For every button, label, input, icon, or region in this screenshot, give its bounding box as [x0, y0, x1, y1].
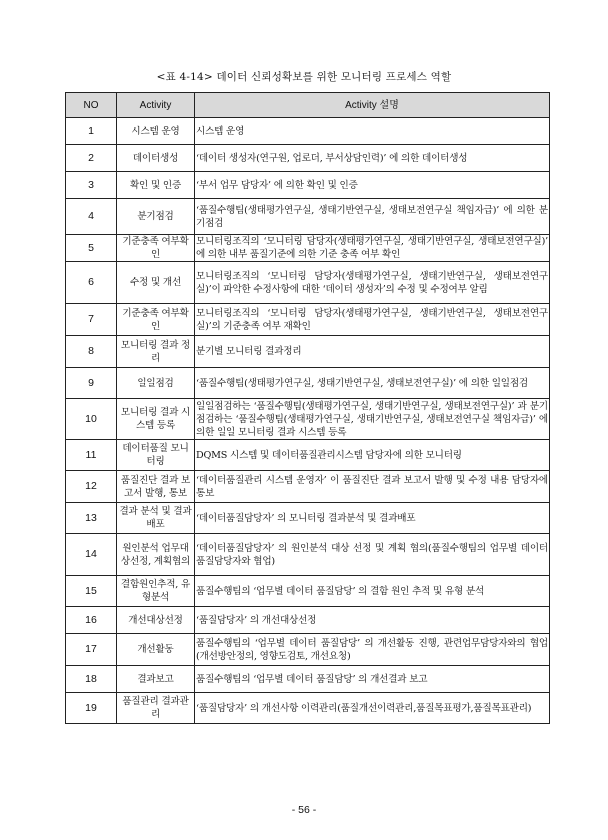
row-number: 12 [66, 471, 117, 503]
row-number: 15 [66, 576, 117, 607]
row-number: 8 [66, 336, 117, 368]
activity-name: 시스템 운영 [117, 118, 195, 145]
activity-description: ‘데이터품질관리 시스템 운영자’ 이 품질진단 결과 보고서 발행 및 수정 내용 담당자에 통보 [195, 471, 550, 503]
table-header-row [66, 93, 550, 118]
table-row [66, 199, 550, 235]
header-activity: Activity [117, 93, 195, 118]
activity-name: 수정 및 개선 [117, 262, 195, 304]
activity-description: ‘품질담당자’ 의 개선사항 이력관리(품질개선이력관리,품질목표평가,품질목표관리) [195, 693, 550, 724]
row-number: 13 [66, 503, 117, 534]
row-number: 7 [66, 304, 117, 336]
activity-description: ‘데이터품질담당자’ 의 모니터링 결과분석 및 결과배포 [195, 503, 550, 534]
table-row [66, 666, 550, 693]
table-row [66, 634, 550, 666]
row-number: 3 [66, 172, 117, 199]
activity-description: ‘부서 업무 담당자’ 에 의한 확인 및 인증 [195, 172, 550, 199]
activity-description: 품질수행팀의 ‘업무별 데이터 품질담당’ 의 결함 원인 추적 및 유형 분석 [195, 576, 550, 607]
header-no: NO [66, 93, 117, 118]
table-row [66, 693, 550, 724]
table-row [66, 576, 550, 607]
table-row [66, 503, 550, 534]
row-number: 2 [66, 145, 117, 172]
activity-description: DQMS 시스템 및 데이터품질관리시스템 담당자에 의한 모니터링 [195, 440, 550, 471]
row-number: 16 [66, 607, 117, 634]
row-number: 17 [66, 634, 117, 666]
table-row [66, 399, 550, 440]
table-caption: <표 4-14> 데이터 신뢰성확보를 위한 모니터링 프로세스 역할 [156, 71, 452, 83]
activity-description: ‘품질수행팀(생태평가연구실, 생태기반연구실, 생태보전연구실 책임자급)’ 에 의한 분기점검 [195, 199, 550, 235]
activity-description: ‘품질담당자’ 의 개선대상선정 [195, 607, 550, 634]
table-row [66, 172, 550, 199]
activity-name: 품질진단 결과 보고서 발행, 통보 [117, 471, 195, 503]
activity-name: 원인분석 업무대상선정, 계획협의 [117, 534, 195, 576]
row-number: 5 [66, 235, 117, 262]
row-number: 10 [66, 399, 117, 440]
table-row [66, 336, 550, 368]
activity-description: 품질수행팀의 ‘업무별 데이터 품질담당’ 의 개선활동 진행, 관련업무담당자와의 협업(개선방안정의, 영향도검토, 개선요청) [195, 634, 550, 666]
table-row [66, 145, 550, 172]
activity-description: ‘품질수행팀(생태평가연구실, 생태기반연구실, 생태보전연구실)’ 에 의한 일일점검 [195, 368, 550, 399]
row-number: 18 [66, 666, 117, 693]
activity-name: 결과보고 [117, 666, 195, 693]
activity-description: 모니터링조직의 ‘모니터링 담당자(생태평가연구실, 생태기반연구실, 생태보전연구실)’의 기준충족 여부 재확인 [195, 304, 550, 336]
activity-name: 확인 및 인증 [117, 172, 195, 199]
activity-description: 모니터링조직의 ‘모니터링 담당자(생태평가연구실, 생태기반연구실, 생태보전연구실)’ 에 의한 내부 품질기준에 의한 기준 충족 여부 확인 [196, 236, 548, 260]
activity-description: 모니터링조직의 ‘모니터링 담당자(생태평가연구실, 생태기반연구실, 생태보전연구실)’이 파악한 수정사항에 대한 ‘데이터 생성자’의 수정 및 수정여부 알림 [195, 262, 550, 304]
table-row [66, 471, 550, 503]
table-row [66, 534, 550, 576]
table-body [66, 118, 550, 724]
table-row [66, 235, 550, 262]
table-row [66, 440, 550, 471]
activity-name: 분기점검 [117, 199, 195, 235]
activity-name: 개선활동 [117, 634, 195, 666]
row-number: 9 [66, 368, 117, 399]
table-row [66, 304, 550, 336]
row-number: 14 [66, 534, 117, 576]
activity-name: 모니터링 결과 정리 [117, 336, 195, 368]
activity-name: 일일점검 [117, 368, 195, 399]
activity-name: 데이터품질 모니터링 [117, 440, 195, 471]
activity-name: 품질관리 결과관리 [117, 693, 195, 724]
activity-name: 데이터생성 [117, 145, 195, 172]
row-number: 1 [66, 118, 117, 145]
activity-description: 분기별 모니터링 결과정리 [195, 336, 550, 368]
activity-name: 모니터링 결과 시스템 등록 [117, 399, 195, 440]
activity-description: ‘데이터 생성자(연구원, 업로더, 부서상담인력)’ 에 의한 데이터생성 [195, 145, 550, 172]
monitoring-process-role-table [65, 92, 550, 724]
activity-name: 기준충족 여부확인 [117, 304, 195, 336]
row-number: 4 [66, 199, 117, 235]
page-number: - 56 - [291, 804, 317, 816]
row-number: 11 [66, 440, 117, 471]
activity-name: 결함원인추적, 유형분석 [117, 576, 195, 607]
table-row [66, 607, 550, 634]
activity-description: 일일점검하는 ‘품질수행팀(생태평가연구실, 생태기반연구실, 생태보전연구실)’ 과 분기점검하는 ‘품질수행팀(생태평가연구실, 생태기반연구실, 생태보전연구실 책임자급)’ 에 의한 일일 모니터링 결과 시스템 등록 [196, 400, 548, 438]
activity-name: 결과 분석 및 결과배포 [117, 503, 195, 534]
row-number: 19 [66, 693, 117, 724]
activity-name: 개선대상선정 [117, 607, 195, 634]
table-row [66, 368, 550, 399]
table-row [66, 262, 550, 304]
header-description: Activity 설명 [195, 93, 550, 118]
row-number: 6 [66, 262, 117, 304]
activity-name: 기준충족 여부확인 [117, 235, 195, 262]
table-row [66, 118, 550, 145]
activity-description: 품질수행팀의 ‘업무별 데이터 품질담당’ 의 개선결과 보고 [195, 666, 550, 693]
activity-description: 시스템 운영 [195, 118, 550, 145]
activity-description: ‘데이터품질담당자’ 의 원인분석 대상 선정 및 계획 협의(품질수행팀의 업무별 데이터 품질담당자와 협업) [195, 534, 550, 576]
